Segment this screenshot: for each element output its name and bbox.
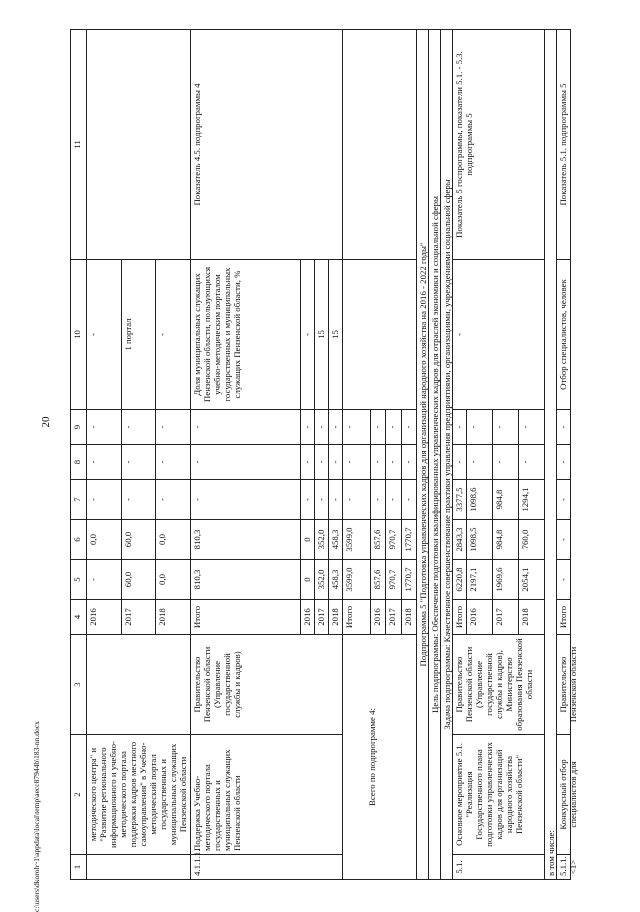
total-subprogram-4-label: Всего по подпрограмме 4:	[343, 634, 417, 879]
row-51-2016-c5: 2197,1	[467, 559, 493, 599]
total4-col11	[343, 29, 417, 259]
row-51-itogo-c5: 6220,8	[453, 559, 467, 599]
total4-2016-c5: 857,6	[371, 559, 386, 599]
row-cont-2017-c6: 60,0	[122, 519, 157, 559]
row-4111-itogo: Итого	[191, 599, 301, 634]
row-51-c10: -	[453, 259, 545, 409]
row-4111-c9: -	[191, 409, 301, 444]
row-51-itogo-c9: -	[453, 409, 467, 444]
row-51-itogo-c8: -	[453, 444, 467, 479]
program-table	[70, 29, 578, 880]
row-cont-2018-c8: -	[156, 444, 191, 479]
row-51-exec: Правительство Пензенской области (Управление государственной службы и кадров), Министерство образования Пензенской области	[453, 634, 545, 734]
row-4111-2017-c8: -	[315, 444, 329, 479]
row-4111-2016-c5: 0	[301, 559, 315, 599]
header-col-9: 9	[71, 409, 87, 444]
row-51-2018-c9: -	[519, 409, 545, 444]
row-51-2016-year: 2016	[467, 599, 493, 634]
total4-itogo-c9: -	[343, 409, 371, 444]
row-51-2018-c7: 1294,1	[519, 479, 545, 519]
subprogram-5-title: Подпрограмма 5 "Подготовка управленческих кадров для организаций народного хозяйства на 2016 - 2022 годы"	[417, 29, 429, 879]
row-51-2018-c6: 760,0	[519, 519, 545, 559]
row-51-2018-c8: -	[519, 444, 545, 479]
total4-2017-c6: 970,7	[386, 519, 401, 559]
row-4111-c11: Показатель 4.5. подпрограммы 4	[191, 29, 343, 259]
row-4111-2016-c7: -	[301, 479, 315, 519]
in-particular-label: в том числе:	[545, 29, 557, 879]
row-cont-2016-c9: -	[87, 409, 122, 444]
row-4111-num: 4.1.1.1.	[191, 854, 343, 879]
header-col-11: 11	[71, 29, 87, 259]
total4-2018-c8: -	[402, 444, 417, 479]
total4-2016-c6: 857,6	[371, 519, 386, 559]
header-col-7: 7	[71, 479, 87, 519]
total4-2018-c9: -	[402, 409, 417, 444]
row-4111-c6: 810,3	[191, 519, 301, 559]
total4-2017-year: 2017	[386, 599, 401, 634]
row-cont-2017-c5: 60,0	[122, 559, 157, 599]
header-col-8: 8	[71, 444, 87, 479]
row-51-2017-c8: -	[493, 444, 519, 479]
row-51-name: Основное мероприятие 5.1. "Реализация Государственного плана подготовки управленческих кадров для организаций народного хозяйства Пензенской области"	[453, 734, 545, 854]
row-4111-2017-c6: 352,0	[315, 519, 329, 559]
row-4111-2017-c5: 352,0	[315, 559, 329, 599]
row-51-2017-c6: 984,8	[493, 519, 519, 559]
header-col-10: 10	[71, 259, 87, 409]
row-51-2016-c6: 1098,5	[467, 519, 493, 559]
header-col-6: 6	[71, 519, 87, 559]
row-51-itogo-c6: 2843,3	[453, 519, 467, 559]
header-col-4: 4	[71, 599, 87, 634]
row-cont-2017-c9: -	[122, 409, 157, 444]
row-51-2016-c8: -	[467, 444, 493, 479]
row-cont-2018-year: 2018	[156, 599, 191, 634]
total4-2018-c7: -	[402, 479, 417, 519]
header-col-5: 5	[71, 559, 87, 599]
row-4111-2016-c8: -	[301, 444, 315, 479]
row-51-2018-year: 2018	[519, 599, 545, 634]
total4-2017-c7: -	[386, 479, 401, 519]
row-cont-2018-c9: -	[156, 409, 191, 444]
row-4111-2016-c9: -	[301, 409, 315, 444]
row-51-2017-year: 2017	[493, 599, 519, 634]
page-number: 20	[40, 416, 52, 428]
subprogram-5-goal: Цель подпрограммы: Обеспечение подготовки квалифицированных управленческих кадров для отраслей экономики и социальной сферы	[429, 29, 441, 879]
row-51-itogo-itogo: Итого	[453, 599, 467, 634]
row-511-num: 5.1.1. <1>	[557, 854, 571, 879]
row-4111-2018-c6: 458,3	[329, 519, 343, 559]
total4-2016-c9: -	[371, 409, 386, 444]
row-511-c6: -	[557, 519, 571, 559]
row-4111-indicator: Доля муниципальных служащих Пензенской области, пользующихся учебно-методическим порталом государственных и муниципальных служащих Пензенской области, %	[191, 259, 301, 409]
row-4111-2018-c8: -	[329, 444, 343, 479]
row-51-2017-c7: 984,8	[493, 479, 519, 519]
total4-2017-c8: -	[386, 444, 401, 479]
row-511-itogo: Итого	[557, 599, 571, 634]
total4-2018-year: 2018	[402, 599, 417, 634]
total4-itogo-c7: -	[343, 479, 371, 519]
row-cont-2017-c8: -	[122, 444, 157, 479]
row-4111-2018-c9: -	[329, 409, 343, 444]
row-4111-2018-year: 2018	[329, 599, 343, 634]
header-col-3: 3	[71, 634, 87, 734]
row-51-itogo-c7: 3377,5	[453, 479, 467, 519]
row-cont-2016-year: 2016	[87, 599, 122, 634]
total4-2016-c8: -	[371, 444, 386, 479]
row-511-name: Конкурсный отбор специалистов для	[557, 734, 571, 854]
row-cont-2017-c7: -	[122, 479, 157, 519]
total4-2018-c5: 1770,7	[402, 559, 417, 599]
row-cont-2018-c10: -	[156, 259, 191, 409]
row-cont-2017-c10: 1 портал	[122, 259, 157, 409]
cont-name-cell: методического центра" и "Развитие регионального информационного и учебно-методического портала поддержки кадров местного самоуправления" в Учебно-методический портал государственных и муниципальных служащих Пензенской области	[87, 734, 191, 854]
row-4111-2017-c10: 15	[315, 259, 329, 409]
row-4111-exec: Правительство Пензенской области (Управление государственной службы и кадров)	[191, 634, 343, 734]
row-51-2017-c5: 1969,6	[493, 559, 519, 599]
row-cont-2016-c8: -	[87, 444, 122, 479]
total4-itogo-c6: 3599,0	[343, 519, 371, 559]
row-4111-c5: 810,3	[191, 559, 301, 599]
row-cont-2016-c7: -	[87, 479, 122, 519]
row-4111-2017-c7: -	[315, 479, 329, 519]
row-4111-2016-c6: 0	[301, 519, 315, 559]
row-4111-2017-year: 2017	[315, 599, 329, 634]
row-cont-2017-year: 2017	[122, 599, 157, 634]
cont-col11-cell	[87, 29, 191, 259]
row-511-exec: Правительство Пензенской области	[557, 634, 571, 734]
row-511-c8: -	[557, 444, 571, 479]
row-cont-2016-c5: -	[87, 559, 122, 599]
total4-2017-c5: 970,7	[386, 559, 401, 599]
row-511-c11: Показатель 5.1. подпрограммы 5	[557, 29, 571, 259]
row-cont-2018-c6: 0,0	[156, 519, 191, 559]
total4-2017-c9: -	[386, 409, 401, 444]
row-4111-2018-c10: 15	[329, 259, 343, 409]
row-51-2018-c5: 2054,1	[519, 559, 545, 599]
header-col-1: 1	[71, 854, 87, 879]
row-4111-2016-year: 2016	[301, 599, 315, 634]
row-4111-2017-c9: -	[315, 409, 329, 444]
total4-itogo-c5: 3599,0	[343, 559, 371, 599]
row-511-c7: -	[557, 479, 571, 519]
row-4111-2018-c7: -	[329, 479, 343, 519]
row-cont-2018-c5: 0,0	[156, 559, 191, 599]
header-col-2: 2	[71, 734, 87, 854]
row-cont-2016-c6: 0,0	[87, 519, 122, 559]
row-4111-name: Поддержка Учебно-методического портала государственных и муниципальных служащих Пензенской области	[191, 734, 343, 854]
row-511-c9: -	[557, 409, 571, 444]
cont-num-cell	[87, 854, 191, 879]
row-cont-2018-c7: -	[156, 479, 191, 519]
row-51-2016-c7: 1098,6	[467, 479, 493, 519]
row-51-2016-c9: -	[467, 409, 493, 444]
row-511-c5: -	[557, 559, 571, 599]
row-cont-2016-c10: -	[87, 259, 122, 409]
row-51-c11: Показатель 5 госпрограммы, показатели 5.1. - 5.3. подпрограммы 5	[453, 29, 545, 259]
subprogram-5-task: Задача подпрограммы: Качественное совершенствование практики управления предприятиями, организациями, учреждениями социальной сферы	[441, 29, 453, 879]
total4-col10	[343, 259, 417, 409]
total4-2016-year: 2016	[371, 599, 386, 634]
row-4111-c7: -	[191, 479, 301, 519]
row-51-2017-c9: -	[493, 409, 519, 444]
row-4111-2018-c5: 458,3	[329, 559, 343, 599]
footer-file-path: c:\users\dkoroh~1\appdata\local\temp\aecc87944b\183-nn.docx	[32, 721, 41, 912]
row-51-num: 5.1.	[453, 854, 545, 879]
total4-2016-c7: -	[371, 479, 386, 519]
cont-exec-cell	[87, 634, 191, 734]
total4-2018-c6: 1770,7	[402, 519, 417, 559]
row-511-c10: Отбор специалистов, человек	[557, 259, 571, 409]
total4-itogo-itogo: Итого	[343, 599, 371, 634]
row-4111-c8: -	[191, 444, 301, 479]
row-4111-2016-c10: -	[301, 259, 315, 409]
total4-itogo-c8: -	[343, 444, 371, 479]
